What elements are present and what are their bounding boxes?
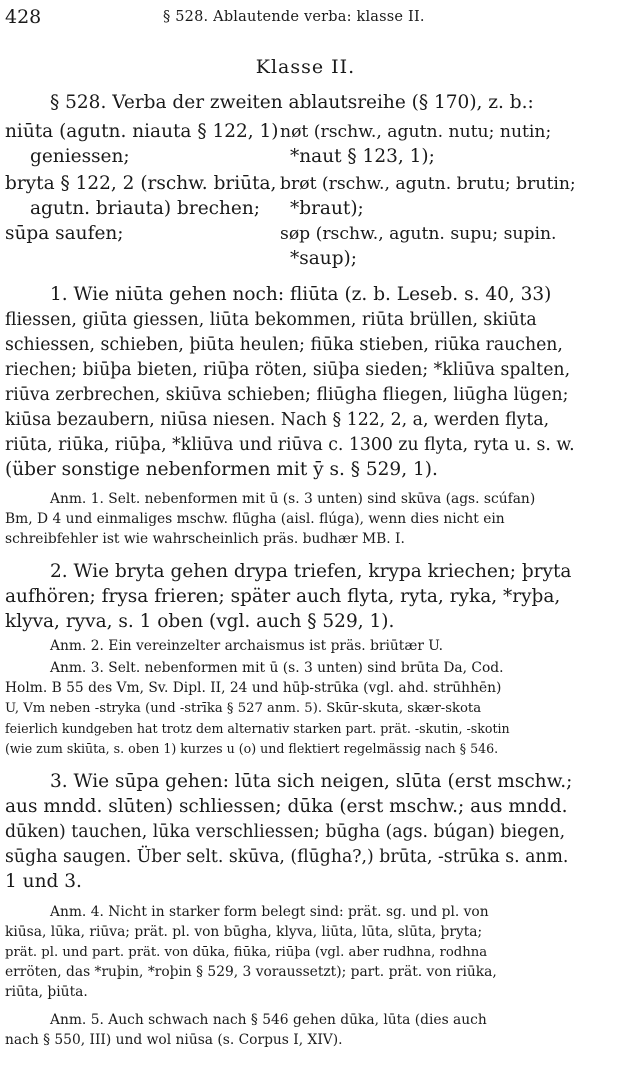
body-line: aus mndd. slūten) schliessen; dūka (erst mschw.; aus mndd. — [5, 796, 568, 817]
note-line: Anm. 3. Selt. nebenformen mit ū (s. 3 unten) sind brūta Da, Cod. — [50, 660, 504, 676]
note-line: Anm. 4. Nicht in starker form belegt sind: prät. sg. und pl. von — [50, 904, 489, 920]
note-line: schreibfehler ist wie wahrscheinlich präs. budhær MB. I. — [5, 531, 405, 547]
body-line: riūva zerbrechen, skiūva schieben; fliūgha fliegen, liūgha lügen; — [5, 385, 569, 405]
note-line: Bm, D 4 und einmaliges mschw. flūgha (aisl. flúga), wenn dies nicht ein — [5, 511, 505, 527]
body-line: dūken) tauchen, lūka verschliessen; būgha (ags. búgan) biegen, — [5, 822, 566, 842]
note-line: Anm. 1. Selt. nebenformen mit ū (s. 3 unten) sind skūva (ags. scúfan) — [50, 491, 536, 507]
body-line: kiūsa bezaubern, niūsa niesen. Nach § 122, 2, a, werden flyta, — [5, 410, 550, 430]
paradigm-right-line: nøt (rschw., agutn. nutu; nutin; — [280, 122, 552, 142]
body-line: (über sonstige nebenformen mit ȳ s. § 529, 1). — [5, 459, 438, 480]
note-line: erröten, das *ruþin, *roþin § 529, 3 voraussetzt); part. prät. von riūka, — [5, 964, 497, 980]
paradigm-right-line: søp (rschw., agutn. supu; supin. — [280, 224, 557, 244]
body-line: sūgha saugen. Über selt. skūva, (flūgha?,) brūta, -strūka s. anm. — [5, 847, 569, 867]
section-heading: § 528. Verba der zweiten ablautsreihe (§ 170), z. b.: — [50, 92, 534, 113]
note-line: Anm. 5. Auch schwach nach § 546 gehen dūka, lūta (dies auch — [50, 1012, 487, 1028]
paradigm-left-line: bryta § 122, 2 (rschw. briūta, — [5, 173, 277, 194]
paradigm-right-line: *braut); — [290, 198, 364, 219]
note-line: kiūsa, lūka, riūva; prät. pl. von būgha, klyva, liūta, lūta, slūta, þryta; — [5, 924, 483, 940]
body-line: schiessen, schieben, þiūta heulen; fiūka stieben, riūka rauchen, — [5, 335, 563, 355]
paradigm-left-line: agutn. briauta) brechen; — [30, 198, 261, 219]
class-title: Klasse II. — [255, 56, 356, 78]
body-line: 3. Wie sūpa gehen: lūta sich neigen, slūta (erst mschw.; — [50, 771, 573, 792]
body-line: aufhören; frysa frieren; später auch flyta, ryta, ryka, *ryþa, — [5, 586, 561, 607]
paradigm-right-line: *naut § 123, 1); — [290, 146, 435, 167]
note-line: Anm. 2. Ein vereinzelter archaismus ist präs. briūtær U. — [50, 638, 444, 654]
paradigm-right-line: *saup); — [290, 248, 357, 269]
note-line: prät. pl. und part. prät. von dūka, fiūka, riūþa (vgl. aber rudhna, rodhna — [5, 945, 488, 960]
paradigm-left-line: niūta (agutn. niauta § 122, 1) — [5, 121, 279, 142]
note-line: U, Vm neben -stryka (und -strīka § 527 anm. 5). Skūr-skuta, skær-skota — [5, 701, 482, 716]
running-head: § 528. Ablautende verba: klasse II. — [163, 9, 425, 25]
note-line: (wie zum skiūta, s. oben 1) kurzes u (o) und flektiert regelmässig nach § 546. — [5, 741, 499, 756]
page-header — [5, 6, 611, 30]
paradigm-right-line: brøt (rschw., agutn. brutu; brutin; — [280, 174, 576, 194]
body-line: riechen; biūþa bieten, riūþa röten, siūþa sieden; *kliūva spalten, — [5, 360, 571, 380]
note-line: riūta, þiūta. — [5, 984, 88, 1000]
body-line: fliessen, giūta giessen, liūta bekommen, riūta brüllen, skiūta — [5, 310, 537, 330]
page-number: 428 — [5, 6, 42, 28]
body-line: klyva, ryva, s. 1 oben (vgl. auch § 529, 1). — [5, 611, 395, 632]
note-line: feierlich kundgeben hat trotz dem alternativ starken part. prät. -skutin, -skotin — [5, 721, 510, 736]
body-line: riūta, riūka, riūþa, *kliūva und riūva c. 1300 zu flyta, ryta u. s. w. — [5, 435, 575, 455]
body-line: 1 und 3. — [5, 871, 82, 892]
note-line: nach § 550, III) und wol niūsa (s. Corpus I, XIV). — [5, 1032, 343, 1048]
body-line: 1. Wie niūta gehen noch: fliūta (z. b. Leseb. s. 40, 33) — [50, 284, 552, 305]
paradigm-left-line: geniessen; — [30, 146, 130, 167]
body-line: 2. Wie bryta gehen drypa triefen, krypa kriechen; þryta — [50, 561, 572, 582]
paradigm-left-line: sūpa saufen; — [5, 223, 124, 244]
note-line: Holm. B 55 des Vm, Sv. Dipl. II, 24 und hūþ-strūka (vgl. ahd. strūhhēn) — [5, 680, 502, 696]
